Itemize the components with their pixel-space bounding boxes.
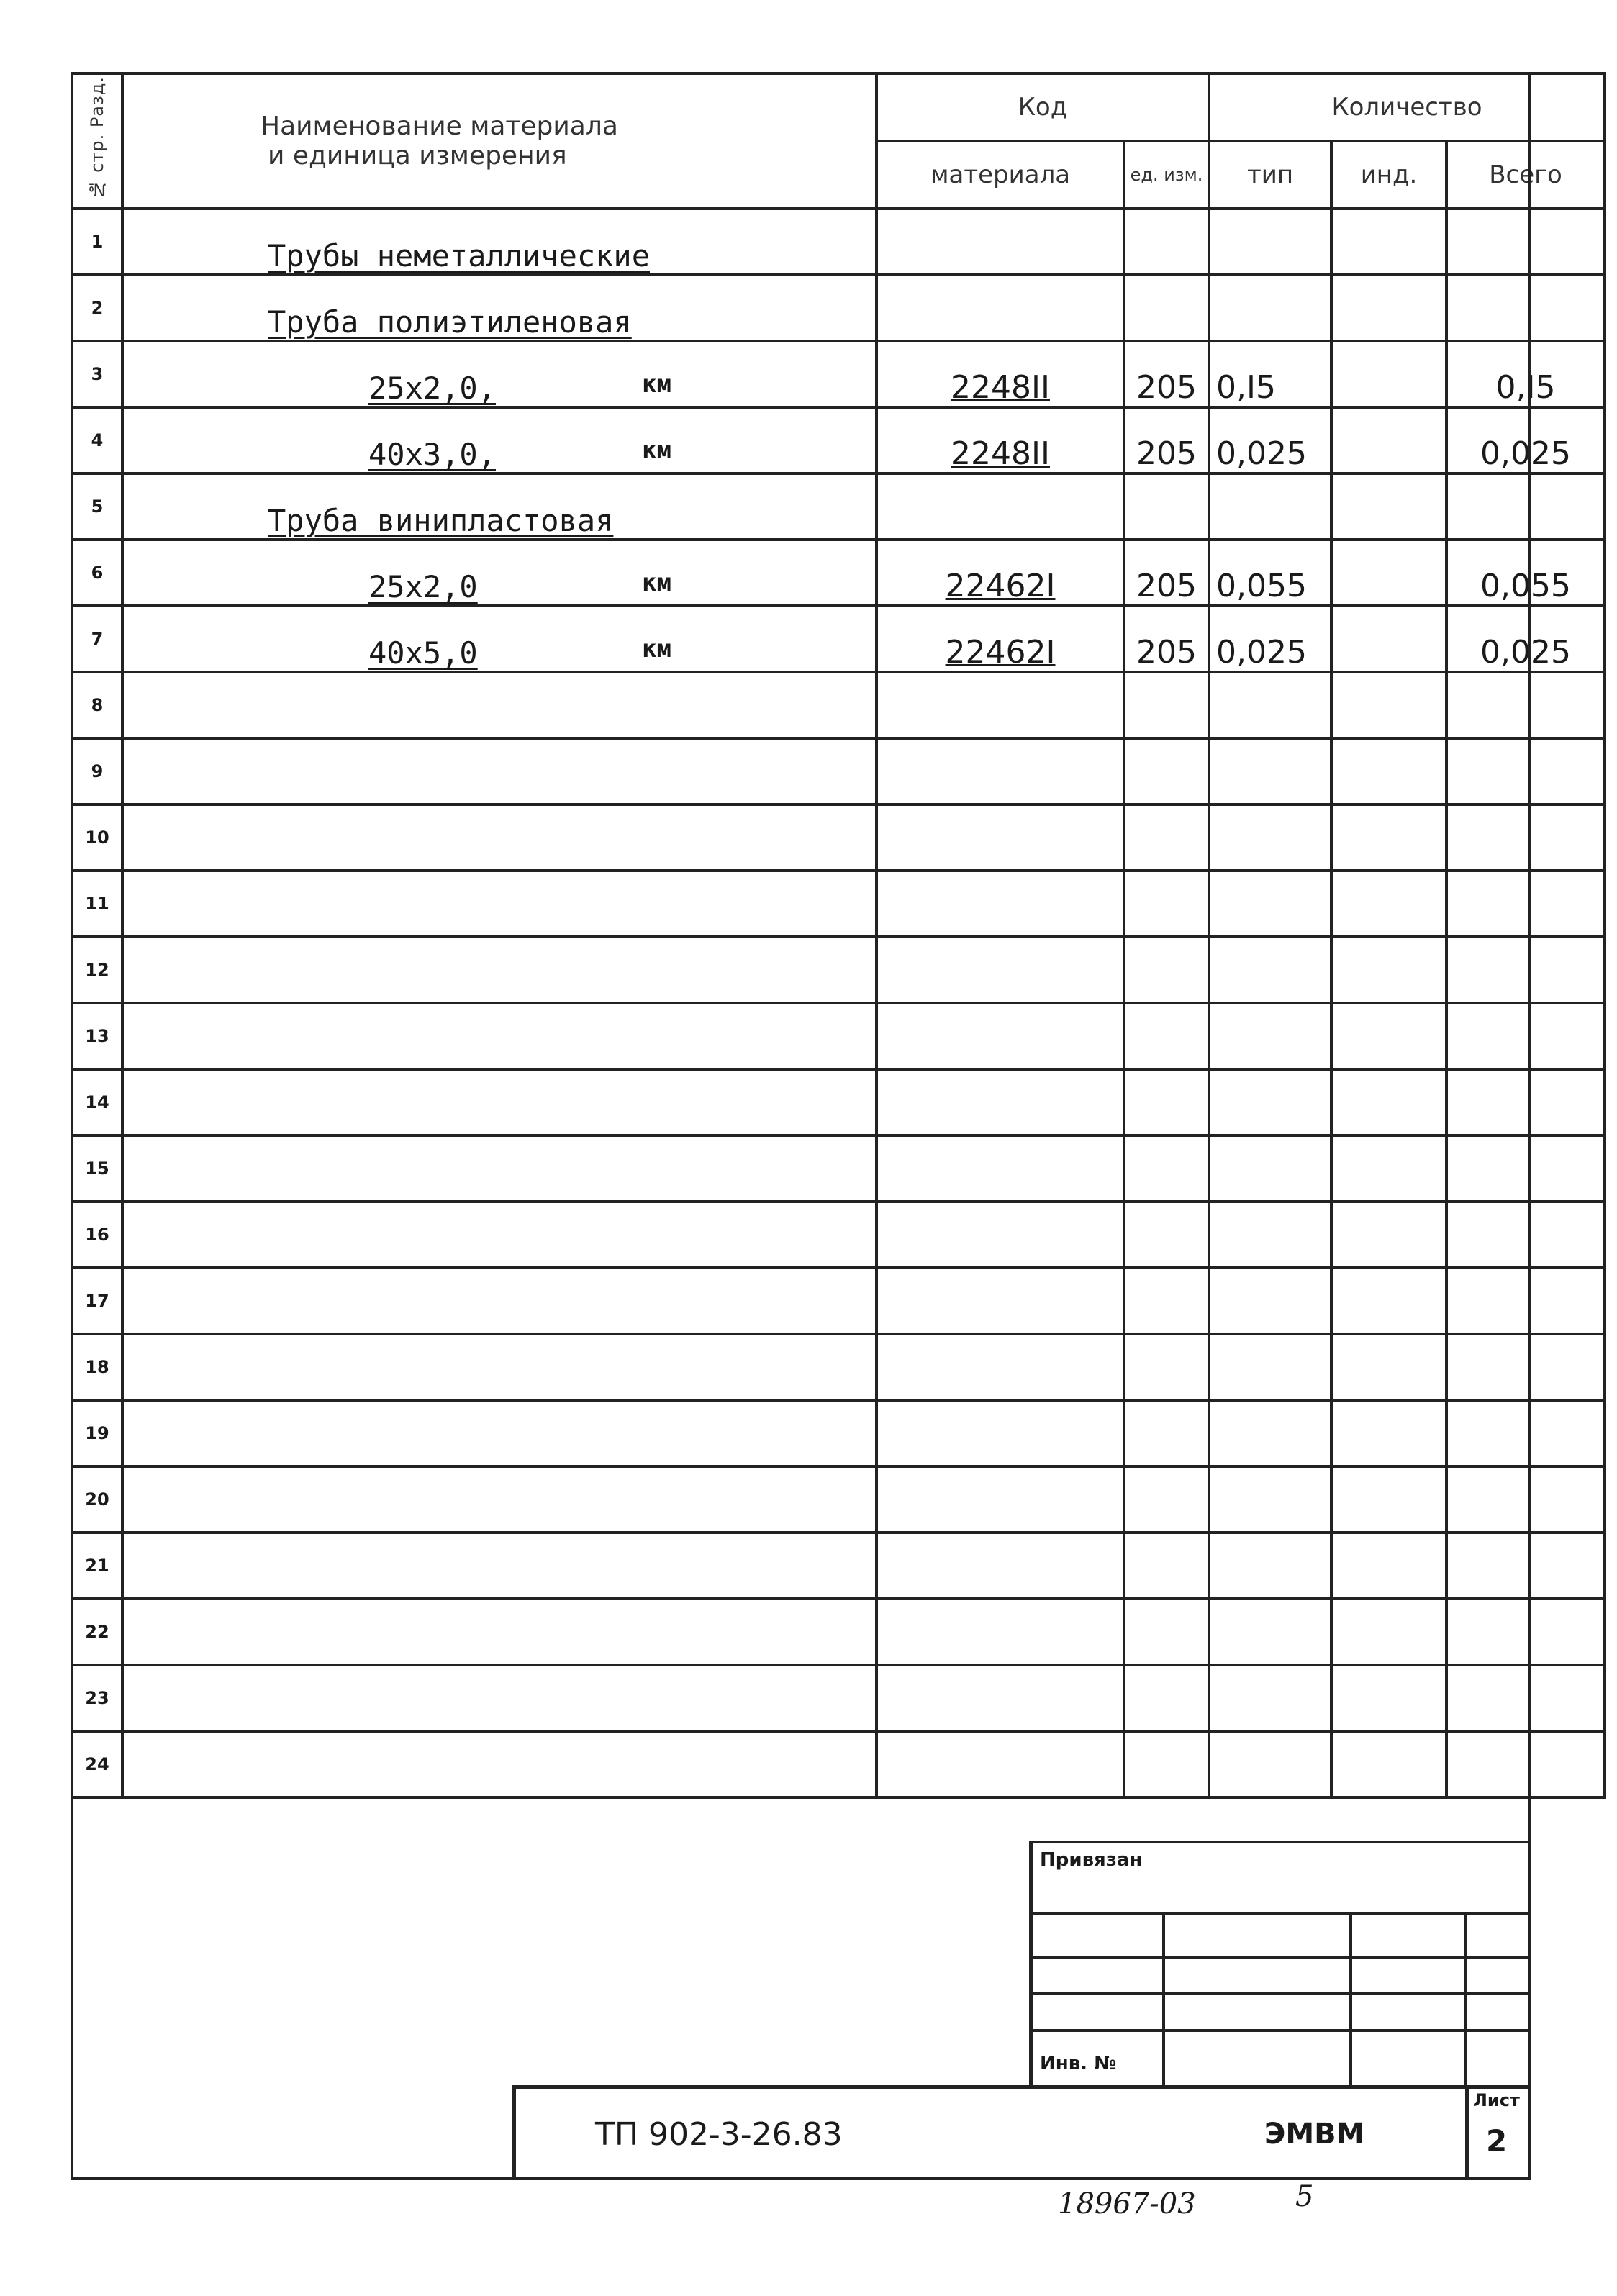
stamp-line bbox=[1033, 2029, 1531, 2032]
row-number-text: 19 bbox=[85, 1423, 109, 1443]
material-name-text: 40x3,0, bbox=[368, 437, 497, 472]
row-number-text: 7 bbox=[91, 629, 104, 649]
material-name-text: Труба полиэтиленовая bbox=[268, 304, 632, 340]
unit-code-header: ед. изм. bbox=[1124, 141, 1209, 209]
stamp-divider bbox=[1464, 1912, 1467, 2085]
archive-number: 18967-03 bbox=[1058, 2187, 1196, 2220]
material-name-text: 40x5,0 bbox=[368, 635, 478, 671]
quantity-type-text: 0,I5 bbox=[1216, 369, 1276, 406]
row-number-text: 11 bbox=[85, 894, 109, 914]
row-number-text: 23 bbox=[85, 1688, 109, 1708]
document-number: ТП 902-3-26.83 bbox=[595, 2116, 843, 2153]
qty-type-header: тип bbox=[1209, 141, 1331, 209]
row-number-text: 9 bbox=[91, 761, 104, 781]
row-number-text: 13 bbox=[85, 1026, 109, 1046]
material-code-text: 2248II bbox=[951, 435, 1050, 472]
row-number-text: 14 bbox=[85, 1092, 109, 1112]
quantity-type-text: 0,055 bbox=[1216, 568, 1307, 604]
approved-label: Привязан bbox=[1040, 1849, 1143, 1871]
row-number-text: 8 bbox=[91, 695, 104, 715]
row-number-text: 15 bbox=[85, 1158, 109, 1179]
row-number-text: 6 bbox=[91, 563, 104, 583]
material-name-header: Наименование материала и единица измерения bbox=[122, 73, 877, 209]
unit-code-text: 205 bbox=[1136, 634, 1197, 671]
unit-of-measure: км bbox=[642, 568, 671, 597]
row-number-text: 3 bbox=[91, 364, 104, 384]
unit-code-text: 205 bbox=[1136, 369, 1197, 406]
row-number-text: 20 bbox=[85, 1489, 109, 1510]
material-name-text: Трубы неметаллические bbox=[268, 238, 651, 273]
quantity-total-text: 0,025 bbox=[1480, 435, 1572, 472]
inventory-label: Инв. № bbox=[1040, 2053, 1117, 2074]
sheet-number: 2 bbox=[1486, 2123, 1508, 2159]
material-code-header: материала bbox=[877, 141, 1124, 209]
row-number-text: 10 bbox=[85, 827, 109, 848]
material-name-text: 25x2,0 bbox=[368, 569, 478, 604]
quantity-type-text: 0,025 bbox=[1216, 634, 1307, 671]
stamp-line bbox=[1033, 1956, 1531, 1959]
material-code-text: 2248II bbox=[951, 369, 1050, 406]
quantity-total-text: 0,025 bbox=[1480, 634, 1572, 671]
row-number-text: 24 bbox=[85, 1754, 109, 1774]
material-code-text: 22462I bbox=[945, 568, 1056, 604]
unit-code-text: 205 bbox=[1136, 568, 1197, 604]
row-number-text: 21 bbox=[85, 1556, 109, 1576]
row-number-text: 22 bbox=[85, 1622, 109, 1642]
row-number-text: 17 bbox=[85, 1291, 109, 1311]
stamp-divider bbox=[1162, 1912, 1165, 2085]
row-number-text: 5 bbox=[91, 496, 104, 517]
quantity-group-header: Количество bbox=[1209, 73, 1605, 141]
quantity-type-text: 0,025 bbox=[1216, 435, 1307, 472]
quantity-total-text: 0,055 bbox=[1480, 568, 1572, 604]
title-block bbox=[512, 2085, 1531, 2180]
qty-ind-header: инд. bbox=[1331, 141, 1446, 209]
row-number-text: 1 bbox=[91, 232, 104, 252]
row-number-text: 12 bbox=[85, 960, 109, 980]
quantity-total-text: 0,I5 bbox=[1495, 369, 1556, 406]
section-code: ЭМВМ bbox=[1264, 2118, 1365, 2151]
stamp-line bbox=[1033, 1912, 1531, 1915]
sheet-label: Лист bbox=[1473, 2090, 1520, 2110]
stamp-line bbox=[1033, 1992, 1531, 1995]
row-number-text: 2 bbox=[91, 298, 104, 318]
material-code-text: 22462I bbox=[945, 634, 1056, 671]
material-name-text: 25x2,0, bbox=[368, 371, 497, 406]
row-number-header: № стр. Разд. bbox=[72, 73, 122, 209]
unit-of-measure: км bbox=[642, 370, 671, 399]
unit-of-measure: км bbox=[642, 436, 671, 465]
approval-stamp bbox=[1029, 1841, 1531, 2085]
stamp-line bbox=[1033, 1841, 1531, 1843]
row-number-text: 16 bbox=[85, 1225, 109, 1245]
sheet-cell bbox=[1465, 2089, 1531, 2177]
code-group-header: Код bbox=[877, 73, 1209, 141]
row-number-text: 4 bbox=[91, 430, 104, 450]
qty-total-header: Всего bbox=[1446, 141, 1605, 209]
page-mark: 5 bbox=[1295, 2180, 1314, 2213]
material-name-text: Труба винипластовая bbox=[268, 503, 614, 538]
unit-code-text: 205 bbox=[1136, 435, 1197, 472]
row-number-text: 18 bbox=[85, 1357, 109, 1377]
unit-of-measure: км bbox=[642, 635, 671, 663]
stamp-divider bbox=[1349, 1912, 1352, 2085]
